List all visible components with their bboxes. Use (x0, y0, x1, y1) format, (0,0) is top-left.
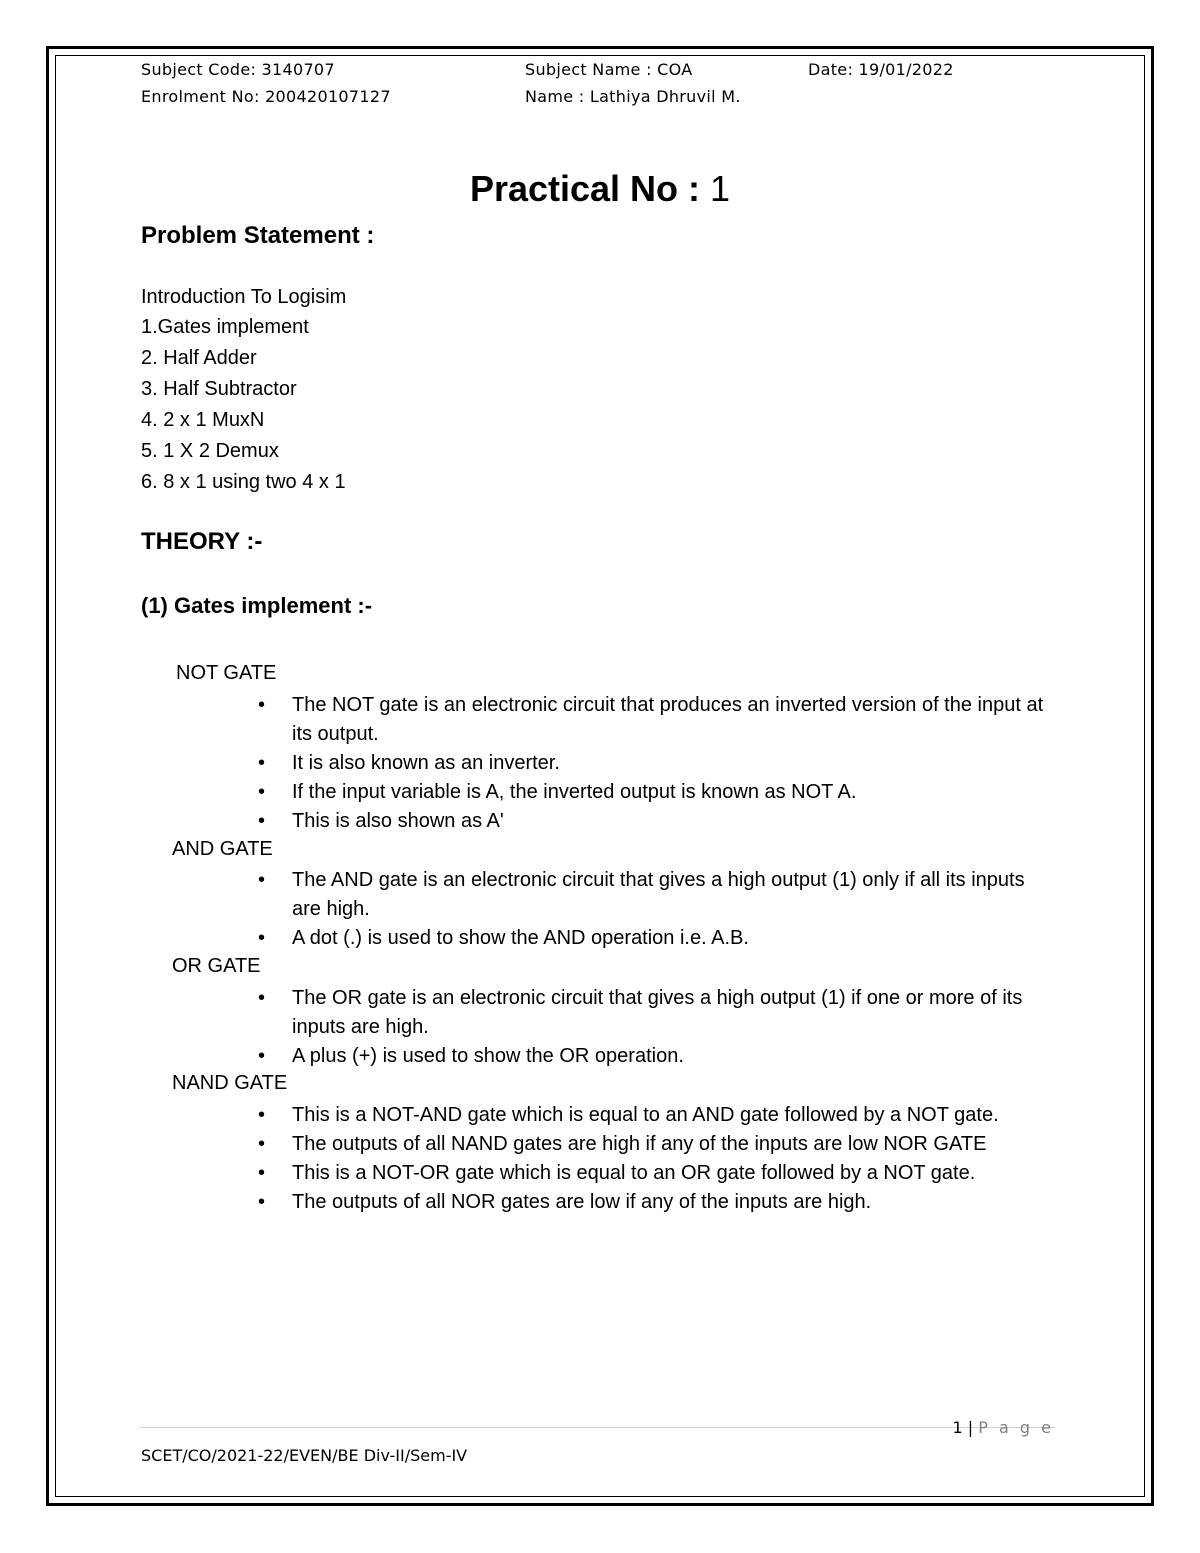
bullet-item: • The NOT gate is an electronic circuit that produces an inverted version of the input at its output. (258, 691, 1058, 749)
subject-name: Subject Name : COA (525, 60, 693, 79)
list-item: 6. 8 x 1 using two 4 x 1 (141, 471, 346, 493)
student-name: Name : Lathiya Dhruvil M. (525, 87, 741, 106)
problem-statement-heading: Problem Statement : (141, 222, 375, 249)
not-gate-title: NOT GATE (176, 662, 277, 684)
title-label: Practical No : (469, 168, 711, 209)
footer-text: SCET/CO/2021-22/EVEN/BE Div-II/Sem-IV (141, 1446, 468, 1465)
bullet-item: • If the input variable is A, the inverted output is known as NOT A. (258, 778, 1058, 807)
bullet-item: • The AND gate is an electronic circuit that gives a high output (1) only if all its inputs are high. (258, 866, 1058, 924)
list-item: 5. 1 X 2 Demux (141, 440, 279, 462)
list-item: 1.Gates implement (141, 316, 309, 338)
nand-gate-title: NAND GATE (172, 1072, 288, 1094)
section-1-heading: (1) Gates implement :- (141, 593, 373, 618)
list-item: 2. Half Adder (141, 347, 257, 369)
page-number-separator: | (967, 1418, 974, 1437)
page-number (953, 1418, 1054, 1437)
bullet-item: • The outputs of all NAND gates are high if any of the inputs are low NOR GATE (258, 1130, 1058, 1159)
list-item: 3. Half Subtractor (141, 378, 297, 400)
nand-gate-bullets (258, 1101, 1058, 1217)
and-gate-bullets (258, 866, 1058, 953)
page-title (0, 168, 1200, 210)
problem-intro: Introduction To Logisim (141, 286, 347, 308)
page-label: P a g e (978, 1418, 1054, 1437)
bullet-item: • A dot (.) is used to show the AND operation i.e. A.B. (258, 924, 1058, 953)
bullet-item: • The OR gate is an electronic circuit that gives a high output (1) if one or more of its inputs are high. (258, 984, 1058, 1042)
theory-heading: THEORY :- (141, 528, 263, 555)
or-gate-bullets (258, 984, 1058, 1071)
bullet-item: • This is a NOT-AND gate which is equal to an AND gate followed by a NOT gate. (258, 1101, 1058, 1130)
bullet-item: • The outputs of all NOR gates are low if any of the inputs are high. (258, 1188, 1058, 1217)
page-number-value: 1 (952, 1418, 963, 1437)
not-gate-bullets (258, 691, 1058, 836)
list-item: 4. 2 x 1 MuxN (141, 409, 265, 431)
problem-list (141, 312, 346, 498)
title-number: 1 (710, 168, 731, 209)
footer-divider (140, 1427, 1055, 1428)
bullet-item: • This is a NOT-OR gate which is equal to an OR gate followed by a NOT gate. (258, 1159, 1058, 1188)
bullet-item: • This is also shown as A' (258, 807, 1058, 836)
and-gate-title: AND GATE (172, 838, 273, 860)
subject-code: Subject Code: 3140707 (141, 60, 335, 79)
enrolment-no: Enrolment No: 200420107127 (141, 87, 391, 106)
date: Date: 19/01/2022 (808, 60, 954, 79)
bullet-item: • A plus (+) is used to show the OR operation. (258, 1042, 1058, 1071)
bullet-item: • It is also known as an inverter. (258, 749, 1058, 778)
or-gate-title: OR GATE (172, 955, 261, 977)
